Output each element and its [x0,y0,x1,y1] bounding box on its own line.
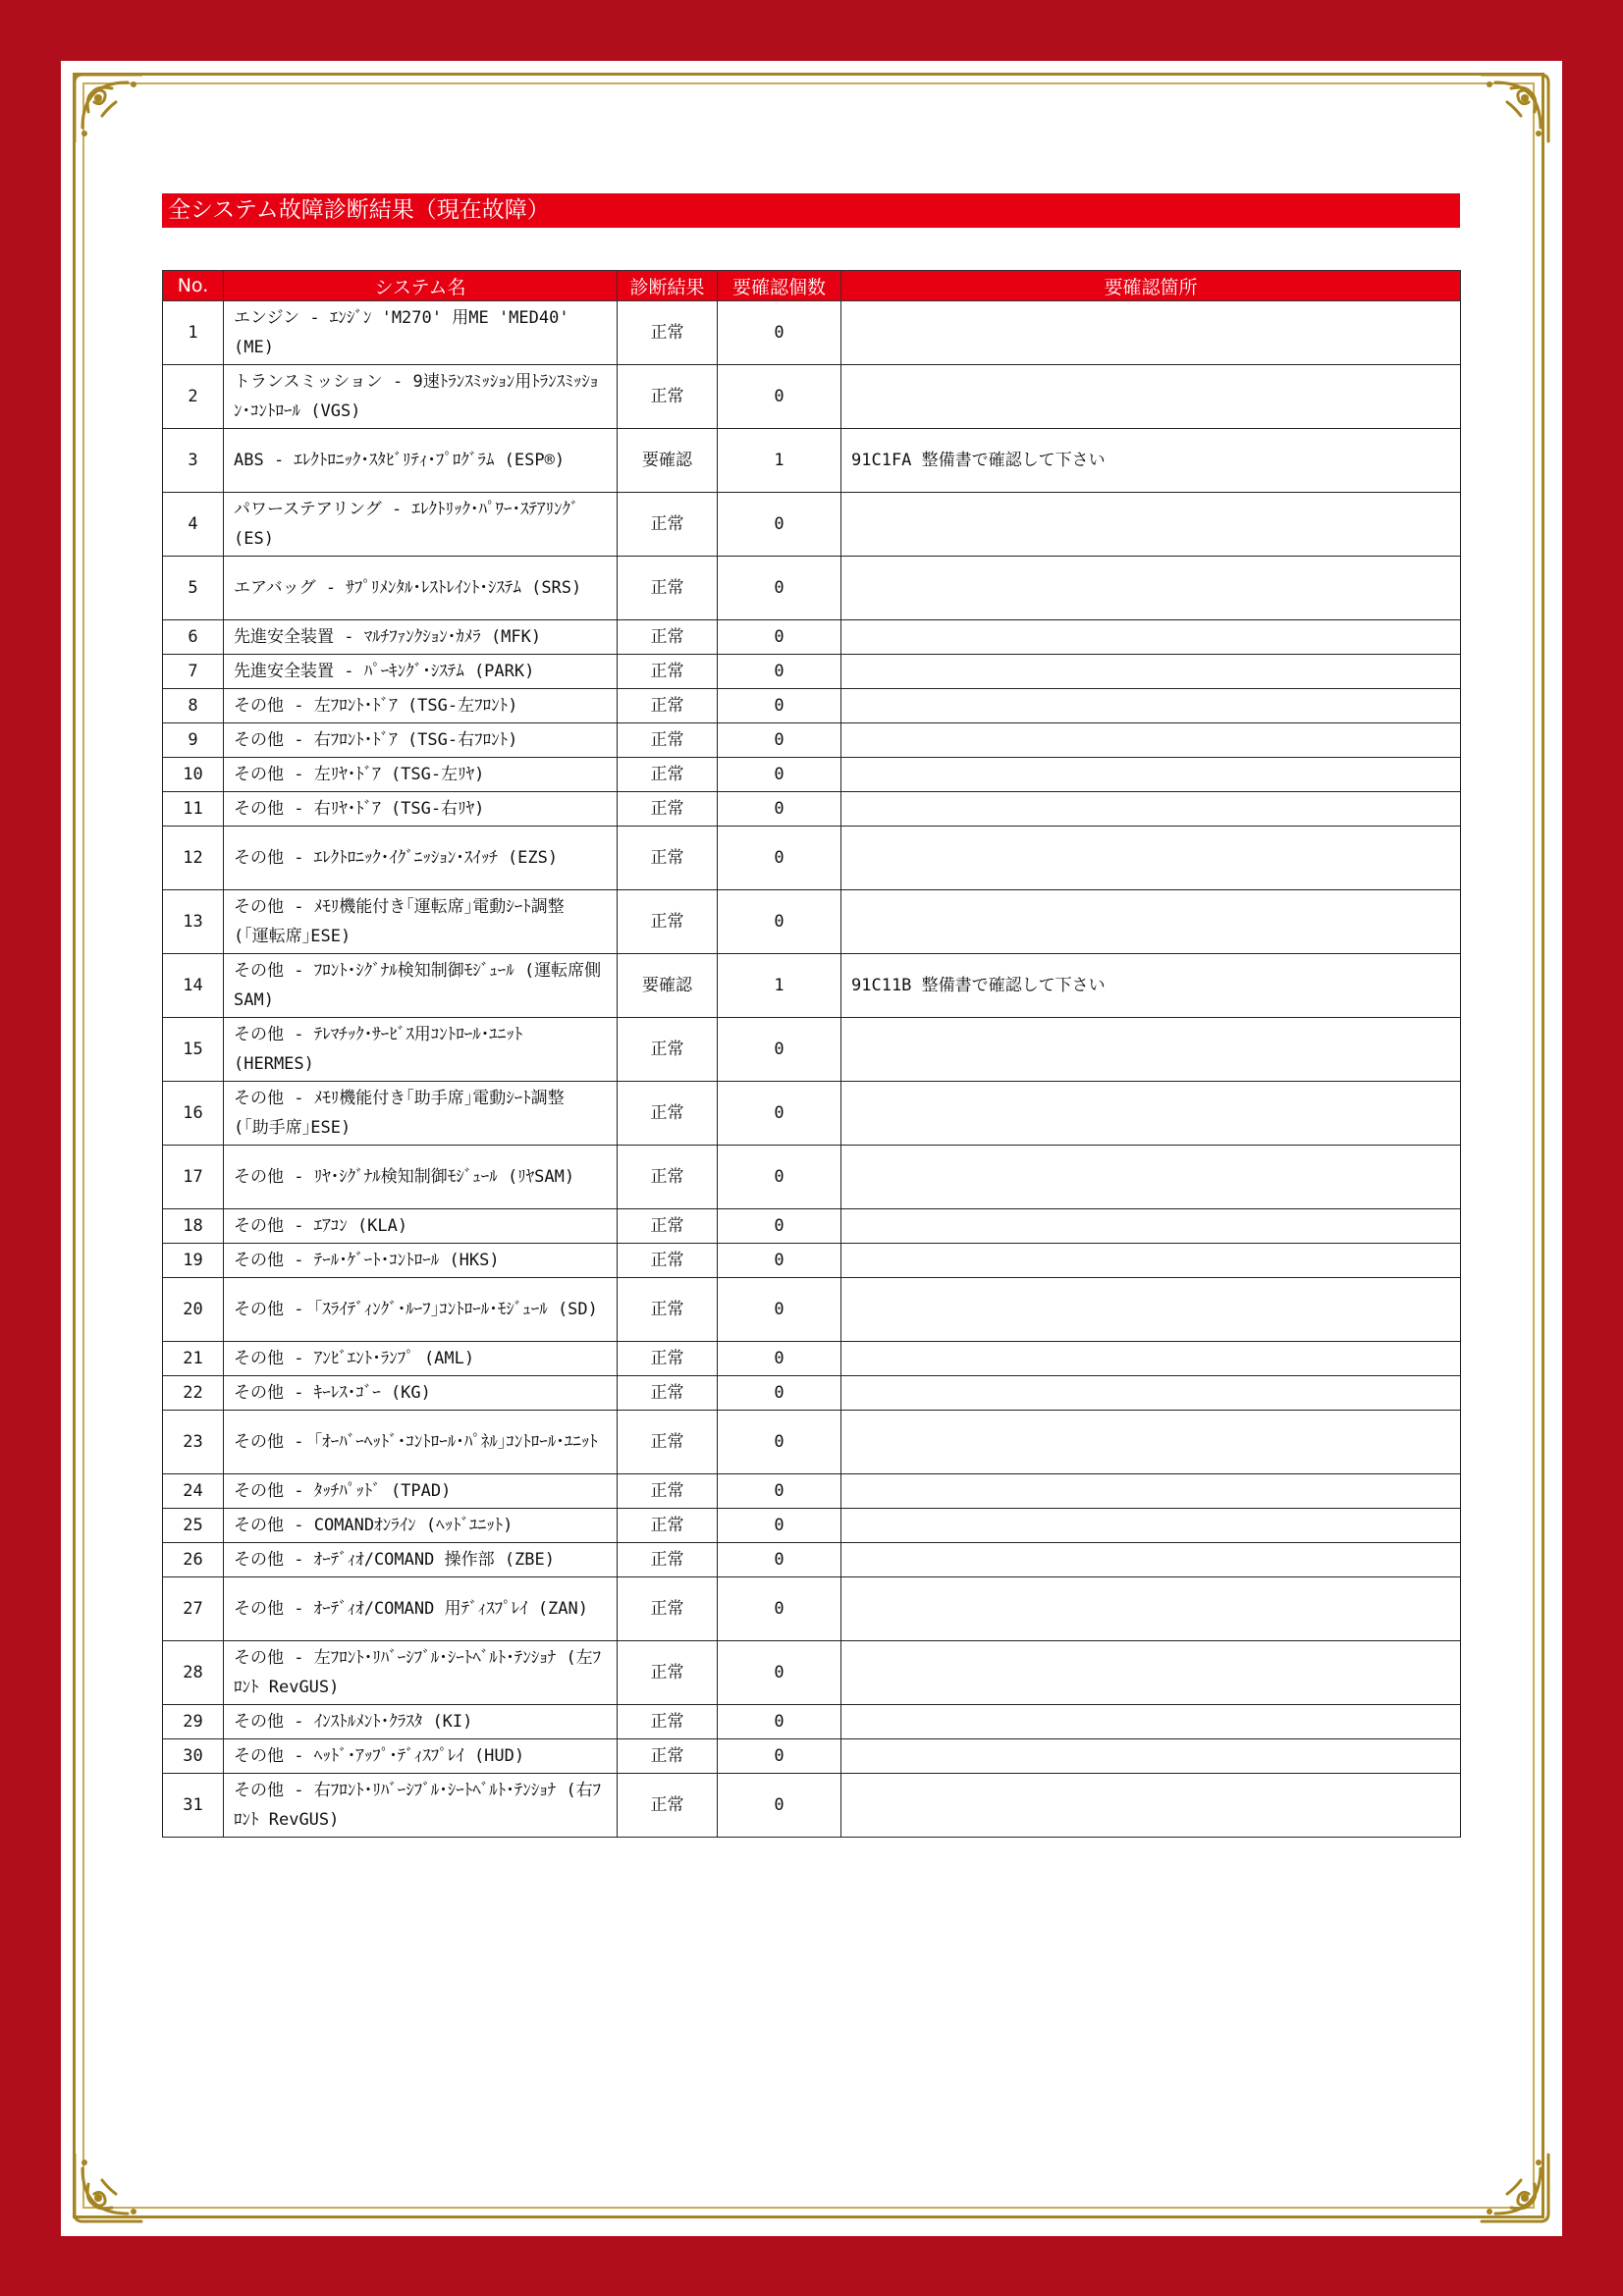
cell-system-name: その他 - ｱﾝﾋﾞｴﾝﾄ･ﾗﾝﾌﾟ (AML) [224,1342,618,1376]
cell-system-name: ABS - ｴﾚｸﾄﾛﾆｯｸ･ｽﾀﾋﾞﾘﾃｨ･ﾌﾟﾛｸﾞﾗﾑ (ESP®) [224,429,618,493]
table-row [163,1244,1461,1278]
ornament-flourish-icon [1476,69,1554,147]
cell-count: 0 [718,792,841,827]
cell-location [841,689,1461,723]
diagnosis-table [162,270,1461,1838]
cell-count: 0 [718,557,841,620]
table-row [163,1278,1461,1342]
cell-location [841,1411,1461,1474]
ornament-flourish-icon [69,2149,147,2227]
table-row [163,429,1461,493]
cell-system-name: その他 - ｢ｵｰﾊﾞｰﾍｯﾄﾞ･ｺﾝﾄﾛｰﾙ･ﾊﾟﾈﾙ｣ｺﾝﾄﾛｰﾙ･ﾕﾆｯﾄ [224,1411,618,1474]
cell-result: 正常 [618,1209,718,1244]
table-row [163,1209,1461,1244]
cell-no: 3 [163,429,224,493]
cell-result: 正常 [618,301,718,365]
table-row [163,792,1461,827]
cell-count: 0 [718,301,841,365]
table-row [163,365,1461,429]
cell-system-name: その他 - ﾒﾓﾘ機能付き｢助手席｣電動ｼｰﾄ調整 (｢助手席｣ESE) [224,1082,618,1146]
cell-location [841,1082,1461,1146]
table-row [163,1543,1461,1577]
cell-count: 0 [718,1739,841,1774]
cell-no: 10 [163,758,224,792]
cell-count: 0 [718,723,841,758]
cell-count: 0 [718,1278,841,1342]
cell-no: 17 [163,1146,224,1209]
cell-location [841,1278,1461,1342]
cell-system-name: その他 - ｴｱｺﾝ (KLA) [224,1209,618,1244]
table-row [163,890,1461,954]
cell-count: 0 [718,1705,841,1739]
cell-count: 0 [718,1543,841,1577]
cell-count: 1 [718,954,841,1018]
cell-location [841,890,1461,954]
cell-count: 0 [718,655,841,689]
ornament-flourish-icon [69,69,147,147]
cell-system-name: その他 - ｢ｽﾗｲﾃﾞｨﾝｸﾞ･ﾙｰﾌ｣ｺﾝﾄﾛｰﾙ･ﾓｼﾞｭｰﾙ (SD) [224,1278,618,1342]
cell-no: 1 [163,301,224,365]
cell-count: 0 [718,1474,841,1509]
cell-result: 要確認 [618,429,718,493]
table-row [163,1577,1461,1641]
cell-result: 正常 [618,689,718,723]
cell-system-name: その他 - ﾀｯﾁﾊﾟｯﾄﾞ (TPAD) [224,1474,618,1509]
cell-count: 0 [718,689,841,723]
cell-location: 91C1FA 整備書で確認して下さい [841,429,1461,493]
cell-no: 26 [163,1543,224,1577]
cell-count: 0 [718,890,841,954]
cell-result: 正常 [618,1474,718,1509]
section-title: 全システム故障診断結果（現在故障） [162,193,1460,228]
cell-system-name: その他 - ｷｰﾚｽ･ｺﾞｰ (KG) [224,1376,618,1411]
ornament-flourish-icon [1476,2149,1554,2227]
table-header-row [163,271,1461,301]
cell-system-name: パワーステアリング - ｴﾚｸﾄﾘｯｸ･ﾊﾟﾜｰ･ｽﾃｱﾘﾝｸﾞ (ES) [224,493,618,557]
cell-location [841,1342,1461,1376]
cell-system-name: その他 - 右ﾘﾔ･ﾄﾞｱ (TSG-右ﾘﾔ) [224,792,618,827]
cell-location [841,1509,1461,1543]
table-row [163,1342,1461,1376]
cell-location [841,301,1461,365]
table-row [163,1509,1461,1543]
cell-no: 13 [163,890,224,954]
cell-system-name: その他 - ﾒﾓﾘ機能付き｢運転席｣電動ｼｰﾄ調整 (｢運転席｣ESE) [224,890,618,954]
cell-result: 正常 [618,1641,718,1705]
cell-no: 8 [163,689,224,723]
table-row [163,655,1461,689]
cell-count: 0 [718,1509,841,1543]
cell-count: 0 [718,1342,841,1376]
cell-count: 0 [718,365,841,429]
table-row [163,827,1461,890]
header-result: 診断結果 [618,271,718,301]
cell-location [841,1474,1461,1509]
cell-result: 正常 [618,365,718,429]
cell-system-name: その他 - ｴﾚｸﾄﾛﾆｯｸ･ｲｸﾞﾆｯｼｮﾝ･ｽｲｯﾁ (EZS) [224,827,618,890]
cell-system-name: その他 - ﾘﾔ･ｼｸﾞﾅﾙ検知制御ﾓｼﾞｭｰﾙ (ﾘﾔSAM) [224,1146,618,1209]
cell-system-name: その他 - 右ﾌﾛﾝﾄ･ﾄﾞｱ (TSG-右ﾌﾛﾝﾄ) [224,723,618,758]
cell-no: 25 [163,1509,224,1543]
cell-no: 9 [163,723,224,758]
cell-system-name: エンジン - ｴﾝｼﾞﾝ 'M270' 用ME 'MED40' (ME) [224,301,618,365]
cell-result: 正常 [618,792,718,827]
cell-system-name: その他 - 左ﾘﾔ･ﾄﾞｱ (TSG-左ﾘﾔ) [224,758,618,792]
cell-count: 0 [718,620,841,655]
table-row [163,689,1461,723]
cell-no: 15 [163,1018,224,1082]
table-row [163,301,1461,365]
cell-result: 正常 [618,1577,718,1641]
cell-location [841,792,1461,827]
cell-result: 要確認 [618,954,718,1018]
table-row [163,1082,1461,1146]
cell-no: 6 [163,620,224,655]
cell-system-name: その他 - ﾃﾚﾏﾁｯｸ･ｻｰﾋﾞｽ用ｺﾝﾄﾛｰﾙ･ﾕﾆｯﾄ (HERMES) [224,1018,618,1082]
table-row [163,758,1461,792]
cell-system-name: その他 - 左ﾌﾛﾝﾄ･ﾘﾊﾞｰｼﾌﾞﾙ･ｼｰﾄﾍﾞﾙﾄ･ﾃﾝｼｮﾅ (左ﾌﾛﾝﾄ RevGUS) [224,1641,618,1705]
table-row [163,723,1461,758]
header-no: No. [163,271,224,301]
cell-no: 2 [163,365,224,429]
cell-system-name: その他 - ｲﾝｽﾄﾙﾒﾝﾄ･ｸﾗｽﾀ (KI) [224,1705,618,1739]
cell-location [841,1244,1461,1278]
cell-no: 18 [163,1209,224,1244]
cell-no: 22 [163,1376,224,1411]
cell-result: 正常 [618,1774,718,1838]
cell-location [841,493,1461,557]
table-row [163,1705,1461,1739]
cell-system-name: 先進安全装置 - ﾊﾟｰｷﾝｸﾞ･ｼｽﾃﾑ (PARK) [224,655,618,689]
cell-system-name: その他 - 左ﾌﾛﾝﾄ･ﾄﾞｱ (TSG-左ﾌﾛﾝﾄ) [224,689,618,723]
cell-count: 0 [718,1376,841,1411]
cell-result: 正常 [618,493,718,557]
cell-no: 5 [163,557,224,620]
table-row [163,493,1461,557]
cell-location: 91C11B 整備書で確認して下さい [841,954,1461,1018]
cell-no: 30 [163,1739,224,1774]
cell-result: 正常 [618,1543,718,1577]
cell-count: 0 [718,493,841,557]
cell-location [841,1543,1461,1577]
cell-system-name: その他 - ﾍｯﾄﾞ･ｱｯﾌﾟ･ﾃﾞｨｽﾌﾟﾚｲ (HUD) [224,1739,618,1774]
cell-no: 11 [163,792,224,827]
cell-location [841,1641,1461,1705]
cell-result: 正常 [618,1082,718,1146]
cell-count: 0 [718,1018,841,1082]
cell-location [841,1577,1461,1641]
cell-result: 正常 [618,890,718,954]
table-row [163,557,1461,620]
cell-no: 16 [163,1082,224,1146]
cell-result: 正常 [618,1278,718,1342]
cell-result: 正常 [618,655,718,689]
cell-location [841,1209,1461,1244]
table-row [163,1018,1461,1082]
table-row [163,1411,1461,1474]
cell-location [841,1376,1461,1411]
cell-result: 正常 [618,620,718,655]
cell-location [841,1146,1461,1209]
cell-location [841,1739,1461,1774]
table-row [163,1739,1461,1774]
cell-result: 正常 [618,1376,718,1411]
table-row [163,1774,1461,1838]
cell-result: 正常 [618,827,718,890]
cell-system-name: 先進安全装置 - ﾏﾙﾁﾌｧﾝｸｼｮﾝ･ｶﾒﾗ (MFK) [224,620,618,655]
table-row [163,1641,1461,1705]
cell-location [841,655,1461,689]
cell-no: 24 [163,1474,224,1509]
cell-count: 0 [718,1641,841,1705]
cell-no: 19 [163,1244,224,1278]
cell-no: 12 [163,827,224,890]
cell-no: 29 [163,1705,224,1739]
cell-result: 正常 [618,1342,718,1376]
header-system-name: システム名 [224,271,618,301]
cell-count: 0 [718,1209,841,1244]
cell-result: 正常 [618,1509,718,1543]
cell-system-name: トランスミッション - 9速ﾄﾗﾝｽﾐｯｼｮﾝ用ﾄﾗﾝｽﾐｯｼｮﾝ･ｺﾝﾄﾛｰﾙ (VGS) [224,365,618,429]
cell-result: 正常 [618,1146,718,1209]
cell-system-name: その他 - 右ﾌﾛﾝﾄ･ﾘﾊﾞｰｼﾌﾞﾙ･ｼｰﾄﾍﾞﾙﾄ･ﾃﾝｼｮﾅ (右ﾌﾛﾝﾄ RevGUS) [224,1774,618,1838]
cell-system-name: その他 - ｵｰﾃﾞｨｵ/COMAND 操作部 (ZBE) [224,1543,618,1577]
cell-no: 31 [163,1774,224,1838]
cell-no: 20 [163,1278,224,1342]
cell-result: 正常 [618,758,718,792]
cell-system-name: その他 - ﾃｰﾙ･ｹﾞｰﾄ･ｺﾝﾄﾛｰﾙ (HKS) [224,1244,618,1278]
table-row [163,1146,1461,1209]
cell-system-name: その他 - ｵｰﾃﾞｨｵ/COMAND 用ﾃﾞｨｽﾌﾟﾚｲ (ZAN) [224,1577,618,1641]
cell-system-name: その他 - COMANDｵﾝﾗｲﾝ (ﾍｯﾄﾞﾕﾆｯﾄ) [224,1509,618,1543]
cell-result: 正常 [618,1411,718,1474]
cell-result: 正常 [618,557,718,620]
table-row [163,620,1461,655]
cell-location [841,758,1461,792]
cell-location [841,365,1461,429]
cell-location [841,557,1461,620]
cell-system-name: エアバッグ - ｻﾌﾟﾘﾒﾝﾀﾙ･ﾚｽﾄﾚｲﾝﾄ･ｼｽﾃﾑ (SRS) [224,557,618,620]
cell-count: 0 [718,1577,841,1641]
cell-count: 0 [718,1082,841,1146]
cell-location [841,620,1461,655]
cell-no: 21 [163,1342,224,1376]
cell-count: 0 [718,758,841,792]
cell-result: 正常 [618,723,718,758]
table-row [163,1474,1461,1509]
cell-location [841,1774,1461,1838]
cell-count: 0 [718,1244,841,1278]
cell-count: 0 [718,827,841,890]
cell-system-name: その他 - ﾌﾛﾝﾄ･ｼｸﾞﾅﾙ検知制御ﾓｼﾞｭｰﾙ (運転席側SAM) [224,954,618,1018]
header-count: 要確認個数 [718,271,841,301]
table-row [163,954,1461,1018]
cell-no: 14 [163,954,224,1018]
cell-location [841,723,1461,758]
cell-no: 28 [163,1641,224,1705]
cell-result: 正常 [618,1244,718,1278]
cell-no: 4 [163,493,224,557]
table-row [163,1376,1461,1411]
cell-location [841,1018,1461,1082]
cell-location [841,1705,1461,1739]
cell-no: 27 [163,1577,224,1641]
cell-count: 1 [718,429,841,493]
cell-no: 7 [163,655,224,689]
header-location: 要確認箇所 [841,271,1461,301]
table-body [163,301,1461,1838]
cell-no: 23 [163,1411,224,1474]
cell-result: 正常 [618,1018,718,1082]
cell-count: 0 [718,1146,841,1209]
cell-count: 0 [718,1774,841,1838]
cell-result: 正常 [618,1705,718,1739]
cell-location [841,827,1461,890]
cell-count: 0 [718,1411,841,1474]
cell-result: 正常 [618,1739,718,1774]
